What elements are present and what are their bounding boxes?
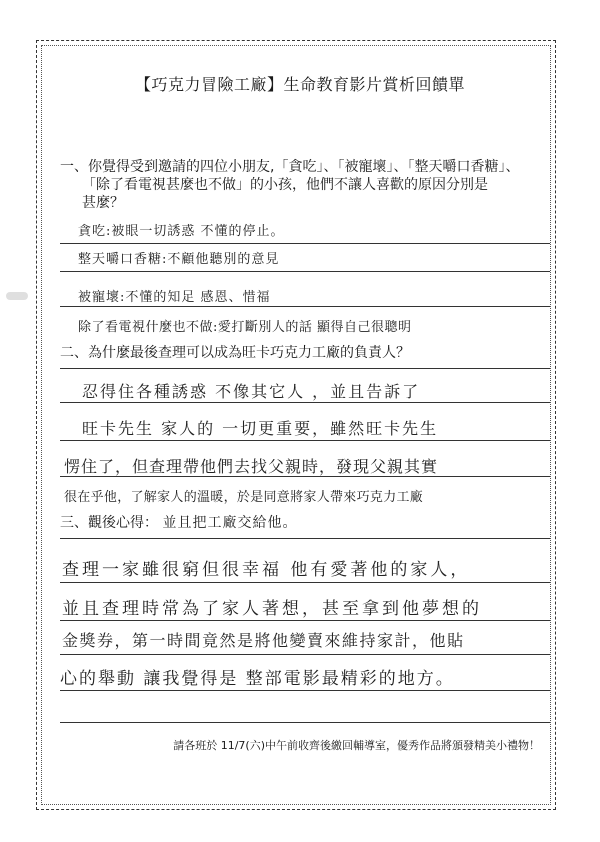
answer-2-4: 很在乎他，了解家人的溫暖，於是同意將家人帶來巧克力工廠 — [64, 490, 424, 505]
worksheet-title: 【巧克力冒險工廠】生命教育影片賞析回饋單 — [134, 75, 465, 94]
question-3 — [60, 514, 550, 532]
answer-2-1: 忍得住各種誘惑 不像其它人 ，並且告訴了 — [82, 382, 421, 401]
answer-line — [60, 620, 550, 621]
question-1-line-3: 甚麼？ — [82, 195, 124, 211]
question-1-line-1: 一、你覺得受到邀請的四位小朋友,「貪吃」、「被寵壞」、「整天嚼口香糖」、 — [60, 159, 520, 175]
answer-line — [60, 440, 550, 441]
answer-2-3: 愣住了，但查理帶他們去找父親時，發現父親其實 — [64, 457, 439, 476]
answer-line — [60, 243, 550, 244]
answer-3-2: 並且查理時常為了家人著想，甚至拿到他夢想的 — [62, 599, 482, 619]
answer-1-1: 貪吃:被眼一切誘惑 不懂的停止。 — [78, 224, 285, 239]
answer-line — [60, 582, 550, 583]
answer-line — [60, 690, 550, 691]
answer-3-1: 查理一家雖很窮但很幸福 他有愛著他的家人， — [62, 560, 471, 580]
submission-note: 請各班於 11/7(六)中午前收齊後繳回輔導室，優秀作品將頒發精美小禮物！ — [173, 739, 540, 752]
answer-line — [60, 306, 550, 307]
question-3-label: 三、觀後心得： — [60, 515, 158, 531]
answer-3-inline: 並且把工廠交給他。 — [162, 515, 298, 531]
answer-3-4: 心的舉動 讓我覺得是 整部電影最精彩的地方。 — [60, 669, 455, 689]
answer-1-3: 被寵壞:不懂的知足 感恩、惜福 — [78, 290, 271, 305]
question-2: 二、為什麼最後查理可以成為旺卡巧克力工廠的負責人？ — [60, 345, 410, 361]
answer-line — [60, 654, 550, 655]
answer-3-3: 金獎券，第一時間竟然是將他變賣來維持家計，他貼 — [62, 631, 465, 650]
answer-line — [60, 402, 550, 403]
answer-line — [60, 368, 550, 369]
answer-line — [60, 271, 550, 272]
answer-line — [60, 538, 550, 539]
scan-smudge — [6, 292, 28, 300]
answer-line — [60, 722, 550, 723]
answer-2-2: 旺卡先生 家人的 一切更重要，雖然旺卡先生 — [82, 419, 439, 438]
question-1 — [60, 158, 550, 212]
answer-1-2: 整天嚼口香糖:不顧他聽別的意見 — [78, 252, 280, 267]
question-1-line-2: 「除了看電視甚麼也不做」的小孩，他們不讓人喜歡的原因分別是 — [82, 177, 488, 193]
answer-line — [60, 476, 550, 477]
answer-1-4: 除了看電視什麼也不做:愛打斷別人的話 顯得自己很聰明 — [78, 320, 412, 335]
